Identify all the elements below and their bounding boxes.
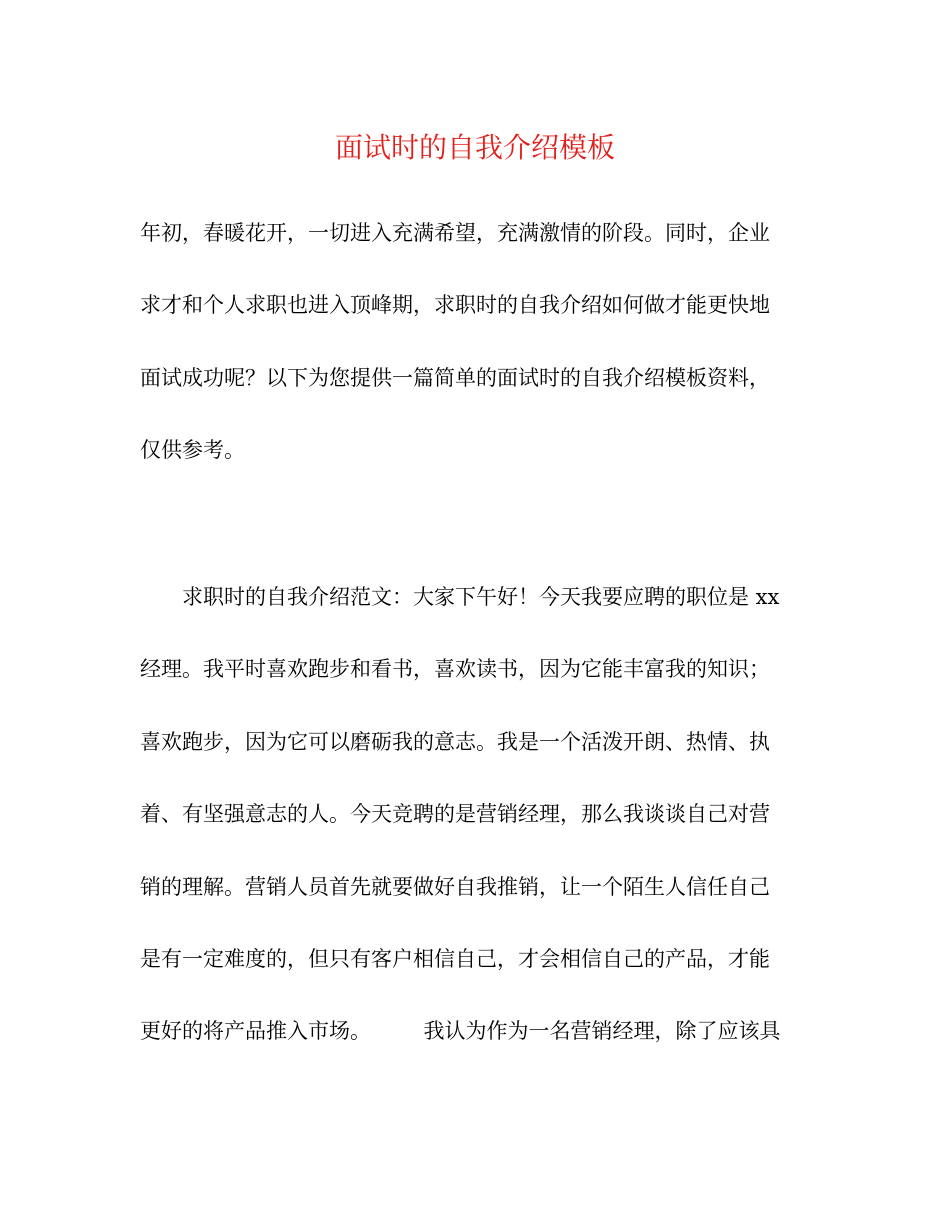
text-line: 喜欢跑步，因为它可以磨砺我的意志。我是一个活泼开朗、热情、执 xyxy=(140,730,770,754)
document-title: 面试时的自我介绍模板 xyxy=(334,131,615,164)
text-line: 年初，春暖花开，一切进入充满希望，充满激情的阶段。同时，企业 xyxy=(140,221,770,245)
text-line: 是有一定难度的，但只有客户相信自己，才会相信自己的产品，才能 xyxy=(140,947,770,971)
text-line: 着、有坚强意志的人。今天竞聘的是营销经理，那么我谈谈自己对营 xyxy=(140,802,770,826)
text-line: 经理。我平时喜欢跑步和看书，喜欢读书，因为它能丰富我的知识； xyxy=(140,657,770,681)
text-line: 面试成功呢？以下为您提供一篇简单的面试时的自我介绍模板资料， xyxy=(140,366,770,390)
text-line: 求才和个人求职也进入顶峰期，求职时的自我介绍如何做才能更快地 xyxy=(140,293,770,317)
text-line: 销的理解。营销人员首先就要做好自我推销，让一个陌生人信任自己 xyxy=(140,875,770,899)
text-line: 求职时的自我介绍范文：大家下午好！今天我要应聘的职位是 xx xyxy=(140,585,780,609)
text-line: 仅供参考。 xyxy=(140,438,245,462)
text-line: 更好的将产品推入市场。 我认为作为一名营销经理，除了应该具 xyxy=(140,1019,781,1043)
